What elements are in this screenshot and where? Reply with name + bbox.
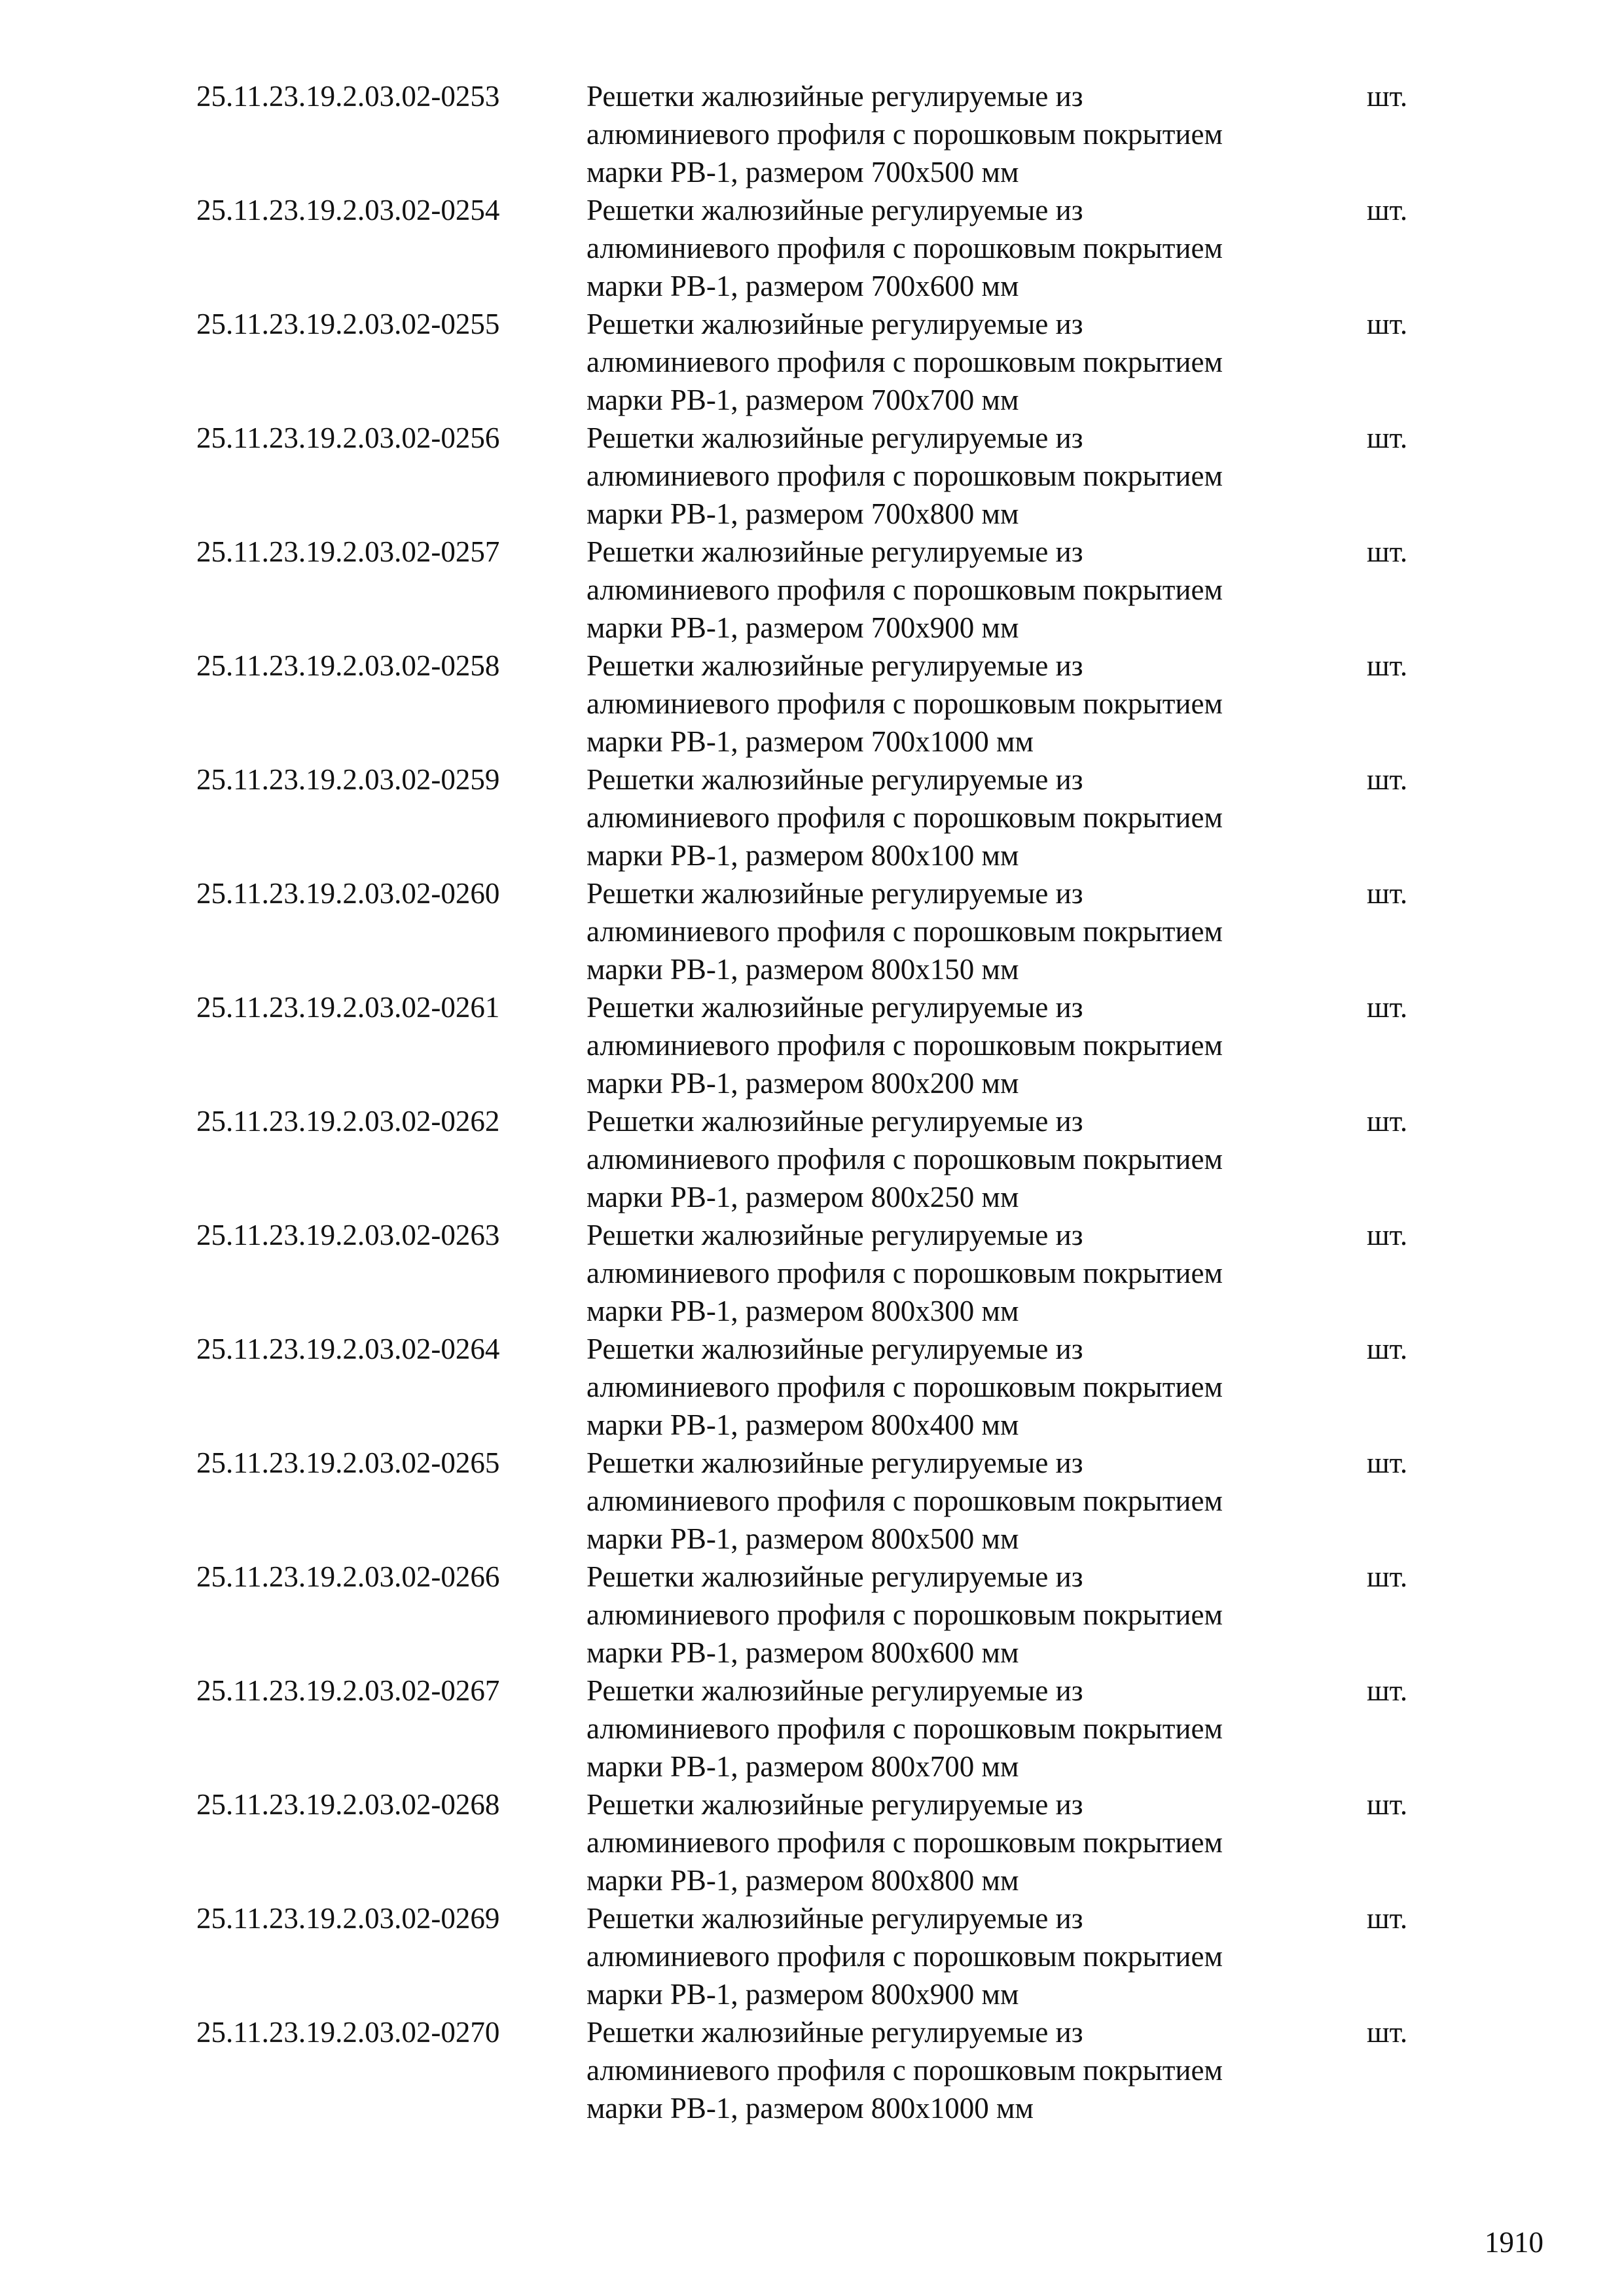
unit-of-measure: шт. bbox=[1367, 1902, 1408, 1935]
table-row bbox=[196, 1785, 1440, 1899]
unit-of-measure: шт. bbox=[1367, 194, 1408, 226]
description-line: алюминиевого профиля с порошковым покрытием bbox=[586, 573, 1223, 606]
unit-of-measure: шт. bbox=[1367, 763, 1408, 796]
table-row bbox=[196, 761, 1440, 874]
description-line: Решетки жалюзийные регулируемые из bbox=[586, 194, 1083, 226]
description-line: марки РВ-1, размером 800х400 мм bbox=[586, 1408, 1019, 1441]
resource-description bbox=[586, 1672, 1367, 1785]
resource-description bbox=[586, 1785, 1367, 1899]
description-line: алюминиевого профиля с порошковым покрытием bbox=[586, 687, 1223, 720]
table-row bbox=[196, 77, 1440, 191]
resource-code: 25.11.23.19.2.03.02-0254 bbox=[196, 194, 500, 226]
resource-code: 25.11.23.19.2.03.02-0270 bbox=[196, 2016, 500, 2049]
table-row bbox=[196, 1899, 1440, 2013]
resource-code: 25.11.23.19.2.03.02-0253 bbox=[196, 80, 500, 113]
description-line: Решетки жалюзийные регулируемые из bbox=[586, 80, 1083, 113]
resource-code: 25.11.23.19.2.03.02-0269 bbox=[196, 1902, 500, 1935]
description-line: алюминиевого профиля с порошковым покрытием bbox=[586, 118, 1223, 151]
description-line: Решетки жалюзийные регулируемые из bbox=[586, 422, 1083, 454]
resource-description bbox=[586, 191, 1367, 305]
resource-description bbox=[586, 874, 1367, 988]
resource-code: 25.11.23.19.2.03.02-0267 bbox=[196, 1674, 500, 1707]
description-line: алюминиевого профиля с порошковым покрытием bbox=[586, 801, 1223, 834]
description-line: Решетки жалюзийные регулируемые из bbox=[586, 2016, 1083, 2049]
description-line: алюминиевого профиля с порошковым покрытием bbox=[586, 1712, 1223, 1745]
description-line: Решетки жалюзийные регулируемые из bbox=[586, 649, 1083, 682]
description-line: алюминиевого профиля с порошковым покрытием bbox=[586, 1598, 1223, 1631]
description-line: алюминиевого профиля с порошковым покрытием bbox=[586, 1257, 1223, 1289]
resource-description bbox=[586, 533, 1367, 647]
description-line: Решетки жалюзийные регулируемые из bbox=[586, 1560, 1083, 1593]
description-line: Решетки жалюзийные регулируемые из bbox=[586, 1333, 1083, 1365]
table-row bbox=[196, 1444, 1440, 1558]
description-line: марки РВ-1, размером 800х600 мм bbox=[586, 1636, 1019, 1669]
resource-code: 25.11.23.19.2.03.02-0258 bbox=[196, 649, 500, 682]
description-line: алюминиевого профиля с порошковым покрытием bbox=[586, 1029, 1223, 1062]
unit-of-measure: шт. bbox=[1367, 991, 1408, 1024]
unit-of-measure: шт. bbox=[1367, 1674, 1408, 1707]
table-row bbox=[196, 191, 1440, 305]
resource-code: 25.11.23.19.2.03.02-0264 bbox=[196, 1333, 500, 1365]
page-number: 1910 bbox=[1485, 2226, 1543, 2259]
resource-code: 25.11.23.19.2.03.02-0255 bbox=[196, 308, 500, 340]
description-line: марки РВ-1, размером 800х300 мм bbox=[586, 1295, 1019, 1327]
description-line: алюминиевого профиля с порошковым покрытием bbox=[586, 1143, 1223, 1175]
resource-description bbox=[586, 1330, 1367, 1444]
resource-description bbox=[586, 419, 1367, 533]
description-line: марки РВ-1, размером 700х800 мм bbox=[586, 497, 1019, 530]
description-line: алюминиевого профиля с порошковым покрытием bbox=[586, 1940, 1223, 1973]
description-line: марки РВ-1, размером 800х500 мм bbox=[586, 1522, 1019, 1555]
description-line: Решетки жалюзийные регулируемые из bbox=[586, 991, 1083, 1024]
table-row bbox=[196, 533, 1440, 647]
resource-description bbox=[586, 988, 1367, 1102]
description-line: алюминиевого профиля с порошковым покрытием bbox=[586, 232, 1223, 264]
unit-of-measure: шт. bbox=[1367, 1560, 1408, 1593]
description-line: марки РВ-1, размером 700х500 мм bbox=[586, 156, 1019, 188]
unit-of-measure: шт. bbox=[1367, 1788, 1408, 1821]
description-line: алюминиевого профиля с порошковым покрытием bbox=[586, 1371, 1223, 1403]
description-line: марки РВ-1, размером 700х600 мм bbox=[586, 270, 1019, 302]
description-line: Решетки жалюзийные регулируемые из bbox=[586, 535, 1083, 568]
table-row bbox=[196, 1216, 1440, 1330]
unit-of-measure: шт. bbox=[1367, 535, 1408, 568]
resource-code: 25.11.23.19.2.03.02-0263 bbox=[196, 1219, 500, 1251]
description-line: Решетки жалюзийные регулируемые из bbox=[586, 1219, 1083, 1251]
table-row bbox=[196, 1102, 1440, 1216]
unit-of-measure: шт. bbox=[1367, 80, 1408, 113]
description-line: марки РВ-1, размером 800х250 мм bbox=[586, 1181, 1019, 1213]
table-row bbox=[196, 2013, 1440, 2127]
table-row bbox=[196, 647, 1440, 761]
resource-description bbox=[586, 305, 1367, 419]
description-line: марки РВ-1, размером 800х900 мм bbox=[586, 1978, 1019, 2011]
description-line: Решетки жалюзийные регулируемые из bbox=[586, 763, 1083, 796]
description-line: марки РВ-1, размером 700х700 мм bbox=[586, 384, 1019, 416]
unit-of-measure: шт. bbox=[1367, 1105, 1408, 1138]
description-line: Решетки жалюзийные регулируемые из bbox=[586, 1674, 1083, 1707]
table-row bbox=[196, 305, 1440, 419]
resource-code: 25.11.23.19.2.03.02-0260 bbox=[196, 877, 500, 910]
resource-code: 25.11.23.19.2.03.02-0268 bbox=[196, 1788, 500, 1821]
table-row bbox=[196, 988, 1440, 1102]
description-line: алюминиевого профиля с порошковым покрытием bbox=[586, 1484, 1223, 1517]
resource-description bbox=[586, 1899, 1367, 2013]
resource-table bbox=[196, 77, 1440, 2127]
unit-of-measure: шт. bbox=[1367, 877, 1408, 910]
description-line: Решетки жалюзийные регулируемые из bbox=[586, 1105, 1083, 1138]
unit-of-measure: шт. bbox=[1367, 2016, 1408, 2049]
description-line: Решетки жалюзийные регулируемые из bbox=[586, 1446, 1083, 1479]
resource-code: 25.11.23.19.2.03.02-0265 bbox=[196, 1446, 500, 1479]
description-line: марки РВ-1, размером 800х100 мм bbox=[586, 839, 1019, 872]
unit-of-measure: шт. bbox=[1367, 308, 1408, 340]
unit-of-measure: шт. bbox=[1367, 422, 1408, 454]
description-line: Решетки жалюзийные регулируемые из bbox=[586, 308, 1083, 340]
resource-description bbox=[586, 1102, 1367, 1216]
table-row bbox=[196, 874, 1440, 988]
description-line: алюминиевого профиля с порошковым покрытием bbox=[586, 346, 1223, 378]
unit-of-measure: шт. bbox=[1367, 1446, 1408, 1479]
description-line: марки РВ-1, размером 700х900 мм bbox=[586, 611, 1019, 644]
unit-of-measure: шт. bbox=[1367, 649, 1408, 682]
description-line: марки РВ-1, размером 800х700 мм bbox=[586, 1750, 1019, 1783]
description-line: Решетки жалюзийные регулируемые из bbox=[586, 1788, 1083, 1821]
resource-code: 25.11.23.19.2.03.02-0256 bbox=[196, 422, 500, 454]
resource-code: 25.11.23.19.2.03.02-0262 bbox=[196, 1105, 500, 1138]
description-line: Решетки жалюзийные регулируемые из bbox=[586, 1902, 1083, 1935]
unit-of-measure: шт. bbox=[1367, 1219, 1408, 1251]
unit-of-measure: шт. bbox=[1367, 1333, 1408, 1365]
description-line: марки РВ-1, размером 800х200 мм bbox=[586, 1067, 1019, 1100]
description-line: марки РВ-1, размером 700х1000 мм bbox=[586, 725, 1034, 758]
table-row bbox=[196, 1672, 1440, 1785]
table-row bbox=[196, 1558, 1440, 1672]
resource-description bbox=[586, 77, 1367, 191]
resource-description bbox=[586, 1558, 1367, 1672]
resource-description bbox=[586, 1216, 1367, 1330]
resource-description bbox=[586, 2013, 1367, 2127]
description-line: Решетки жалюзийные регулируемые из bbox=[586, 877, 1083, 910]
table-row bbox=[196, 419, 1440, 533]
description-line: алюминиевого профиля с порошковым покрытием bbox=[586, 2054, 1223, 2087]
resource-code: 25.11.23.19.2.03.02-0257 bbox=[196, 535, 500, 568]
description-line: марки РВ-1, размером 800х800 мм bbox=[586, 1864, 1019, 1897]
resource-code: 25.11.23.19.2.03.02-0266 bbox=[196, 1560, 500, 1593]
description-line: марки РВ-1, размером 800х1000 мм bbox=[586, 2092, 1034, 2125]
table-row bbox=[196, 1330, 1440, 1444]
description-line: марки РВ-1, размером 800х150 мм bbox=[586, 953, 1019, 986]
resource-code: 25.11.23.19.2.03.02-0261 bbox=[196, 991, 500, 1024]
resource-code: 25.11.23.19.2.03.02-0259 bbox=[196, 763, 500, 796]
description-line: алюминиевого профиля с порошковым покрытием bbox=[586, 915, 1223, 948]
resource-description bbox=[586, 1444, 1367, 1558]
resource-description bbox=[586, 647, 1367, 761]
description-line: алюминиевого профиля с порошковым покрытием bbox=[586, 1826, 1223, 1859]
description-line: алюминиевого профиля с порошковым покрытием bbox=[586, 459, 1223, 492]
resource-description bbox=[586, 761, 1367, 874]
